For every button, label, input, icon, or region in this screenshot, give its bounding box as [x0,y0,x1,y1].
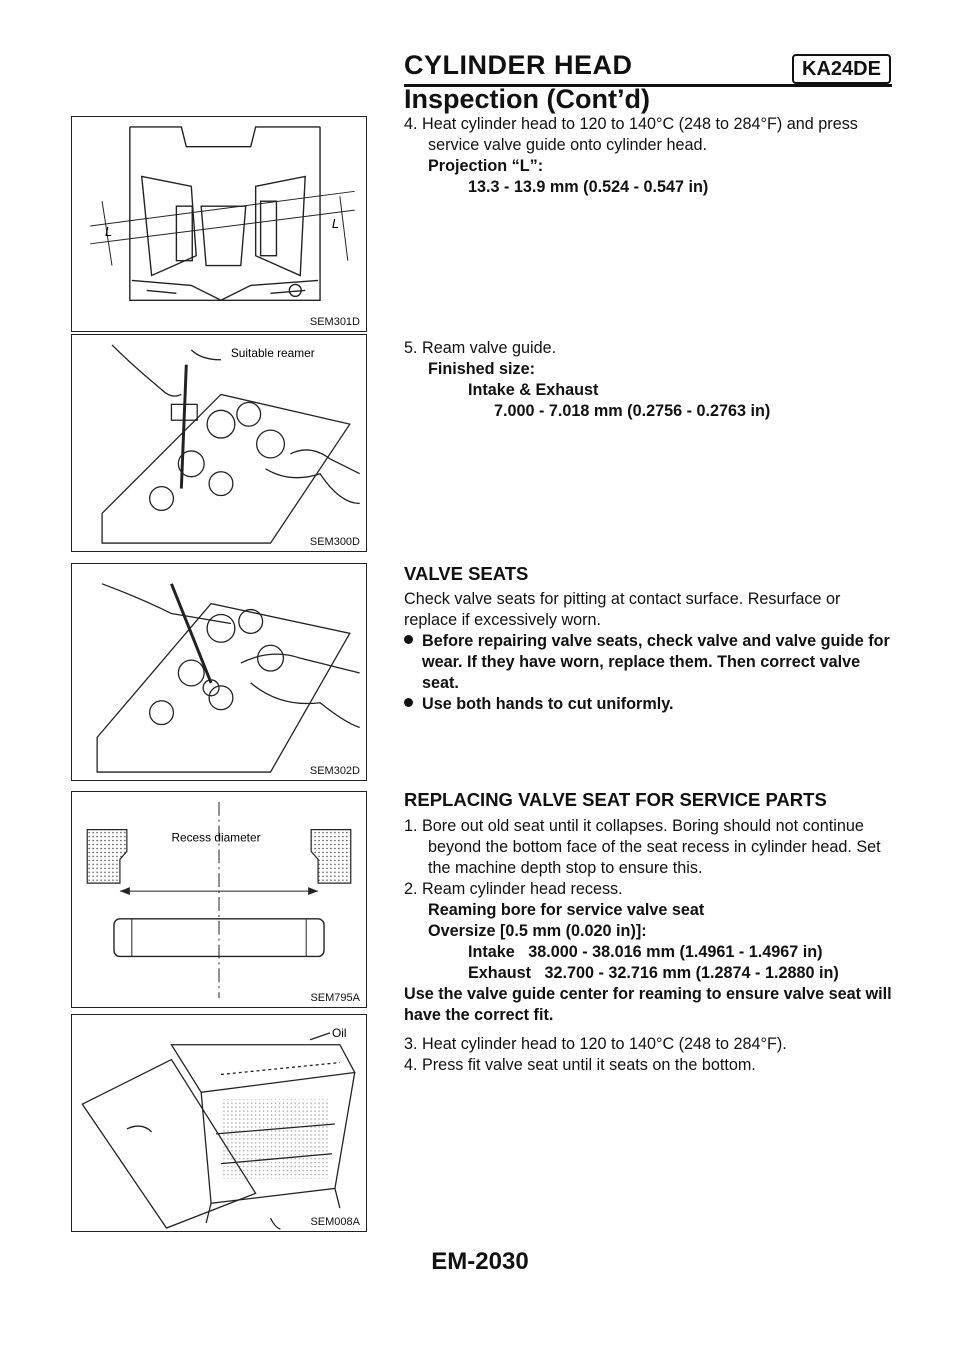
bullet-dot [404,698,413,707]
figure-code: SEM302D [309,765,360,777]
valve-seats-block [404,589,894,715]
oil-bath-heating-illustration [72,1015,366,1231]
engine-badge: KA24DE [792,54,891,84]
finished-size-sub: Intake & Exhaust [468,381,599,399]
finished-size-value: 7.000 - 7.018 mm (0.2756 - 0.2763 in) [494,402,771,420]
replacing-step-3: 3. Heat cylinder head to 120 to 140°C (248 to 284°F). [404,1035,787,1053]
finished-size-label: Finished size: [428,360,536,378]
projection-label: Projection “L”: [428,157,544,175]
figure-sem300d [71,334,367,552]
replacing-block [404,816,894,1076]
figure-code: SEM795A [310,992,360,1004]
replacing-heading: REPLACING VALVE SEAT FOR SERVICE PARTS [404,789,827,810]
valve-seats-bullet [404,694,894,715]
valve-seats-text: Check valve seats for pitting at contact surface. Resurface or replace if excessively worn. [404,590,841,629]
exhaust-spec: Exhaust 32.700 - 32.716 mm (1.2874 - 1.2880 in) [468,964,839,982]
label-recess-diameter: Recess diameter [171,830,261,845]
projection-value: 13.3 - 13.9 mm (0.524 - 0.547 in) [468,178,709,196]
bullet-text: Use both hands to cut uniformly. [422,695,674,713]
replacing-step-4: 4. Press fit valve seat until it seats on the bottom. [404,1056,756,1074]
valve-seats-heading: VALVE SEATS [404,563,529,584]
figure-code: SEM301D [309,316,360,328]
recess-diameter-illustration [72,792,366,1007]
page-subtitle: Inspection (Cont’d) [404,84,650,114]
replacing-step-1: 1. Bore out old seat until it collapses. Boring should not continue beyond the bottom face of the seat recess in cylinder head. Set the machine depth stop to ensure this. [404,817,881,877]
valve-seats-bullet [404,631,894,694]
figure-code: SEM300D [309,536,360,548]
step-5-text: 5. Ream valve guide. [404,339,557,357]
reaming-bore-label: Reaming bore for service valve seat [428,901,705,919]
label-oil: Oil [331,1025,347,1040]
figure-sem795a [71,791,367,1008]
page-number: EM-2030 [431,1248,529,1275]
figure-sem301d [71,116,367,332]
section-title: CYLINDER HEAD [404,50,633,80]
step-4-text: 4. Heat cylinder head to 120 to 140°C (248 to 284°F) and press service valve guide onto cylinder head. [404,115,858,154]
oversize-label: Oversize [0.5 mm (0.020 in)]: [428,922,647,940]
reaming-note: Use the valve guide center for reaming to ensure valve seat will have the correct fit. [404,985,892,1024]
cutting-valve-seat-illustration [72,564,366,780]
label-l-right: L [331,215,340,231]
replacing-step-2: 2. Ream cylinder head recess. [404,880,623,898]
step-4-block [404,114,894,198]
bullet-text: Before repairing valve seats, check valve and valve guide for wear. If they have worn, replace them. Then correct valve seat. [422,632,890,692]
figure-sem008a [71,1014,367,1232]
label-suitable-reamer: Suitable reamer [230,345,315,360]
figure-sem302d [71,563,367,781]
figure-code: SEM008A [310,1216,360,1228]
bullet-dot [404,635,413,644]
label-l-left: L [105,223,113,239]
intake-spec: Intake 38.000 - 38.016 mm (1.4961 - 1.4967 in) [468,943,823,961]
cylinder-head-projection-illustration [72,117,366,331]
step-5-block [404,338,894,422]
reaming-valve-guide-illustration [72,335,366,551]
